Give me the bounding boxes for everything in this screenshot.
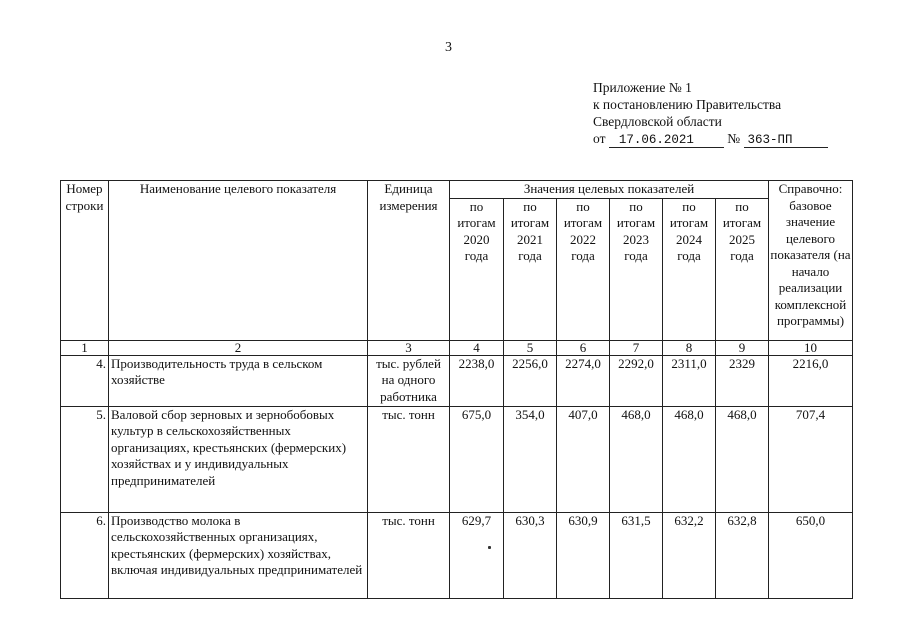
value-2020: 629,7 <box>450 512 504 598</box>
scan-speck <box>488 546 491 549</box>
reference-value: 2216,0 <box>769 355 853 406</box>
indicator-name: Валовой сбор зерновых и зернобобовых культур в сельскохозяйственных организациях, крестьянских (фермерских) хозяйствах и у индивидуальных предпринимателей <box>109 406 368 512</box>
row-number: 6. <box>61 512 109 598</box>
value-2025: 632,8 <box>716 512 769 598</box>
value-2025: 2329 <box>716 355 769 406</box>
column-number: 5 <box>504 340 557 355</box>
value-2023: 2292,0 <box>610 355 663 406</box>
indicator-name: Производство молока в сельскохозяйственных организациях, крестьянских (фермерских) хозяйствах, включая индивидуальных предпринимателей <box>109 512 368 598</box>
column-number: 4 <box>450 340 504 355</box>
appendix-resolution-line: к постановлению Правительства <box>593 97 782 112</box>
value-2020: 2238,0 <box>450 355 504 406</box>
header-row-number: Номер строки <box>61 181 109 341</box>
header-year-2024: по итогам 2024 года <box>663 198 716 340</box>
value-2024: 632,2 <box>663 512 716 598</box>
unit: тыс. тонн <box>368 512 450 598</box>
column-number: 6 <box>557 340 610 355</box>
header-unit: Единица измерения <box>368 181 450 341</box>
unit: тыс. рублей на одного работника <box>368 355 450 406</box>
value-2021: 354,0 <box>504 406 557 512</box>
value-2021: 630,3 <box>504 512 557 598</box>
table-row <box>61 355 853 406</box>
table-row <box>61 406 853 512</box>
resolution-number: 363-ПП <box>744 133 828 148</box>
resolution-date: 17.06.2021 <box>609 133 724 148</box>
number-label: № <box>727 131 741 146</box>
appendix-title: Приложение № 1 <box>593 80 692 95</box>
from-label: от <box>593 131 606 146</box>
column-number: 7 <box>610 340 663 355</box>
header-year-2020: по итогам 2020 года <box>450 198 504 340</box>
header-year-2022: по итогам 2022 года <box>557 198 610 340</box>
column-number: 10 <box>769 340 853 355</box>
value-2022: 630,9 <box>557 512 610 598</box>
reference-value: 650,0 <box>769 512 853 598</box>
row-number: 5. <box>61 406 109 512</box>
target-indicators-table <box>60 180 853 599</box>
column-number-row <box>61 340 853 355</box>
header-indicator-name: Наименование целевого показателя <box>109 181 368 341</box>
value-2021: 2256,0 <box>504 355 557 406</box>
header-year-2025: по итогам 2025 года <box>716 198 769 340</box>
value-2023: 468,0 <box>610 406 663 512</box>
column-number: 3 <box>368 340 450 355</box>
value-2022: 2274,0 <box>557 355 610 406</box>
value-2020: 675,0 <box>450 406 504 512</box>
column-number: 9 <box>716 340 769 355</box>
value-2024: 2311,0 <box>663 355 716 406</box>
column-number: 1 <box>61 340 109 355</box>
appendix-region-line: Свердловской области <box>593 114 722 129</box>
column-number: 8 <box>663 340 716 355</box>
header-values-group: Значения целевых показателей <box>450 181 769 199</box>
table-row <box>61 512 853 598</box>
header-reference: Справочно: базовое значение целевого показателя (на начало реализации комплексной программы) <box>769 181 853 341</box>
row-number: 4. <box>61 355 109 406</box>
unit: тыс. тонн <box>368 406 450 512</box>
value-2025: 468,0 <box>716 406 769 512</box>
value-2022: 407,0 <box>557 406 610 512</box>
column-number: 2 <box>109 340 368 355</box>
appendix-header <box>593 79 828 148</box>
header-year-2023: по итогам 2023 года <box>610 198 663 340</box>
indicator-name: Производительность труда в сельском хозяйстве <box>109 355 368 406</box>
value-2023: 631,5 <box>610 512 663 598</box>
appendix-date-number-line <box>593 130 828 148</box>
header-year-2021: по итогам 2021 года <box>504 198 557 340</box>
value-2024: 468,0 <box>663 406 716 512</box>
reference-value: 707,4 <box>769 406 853 512</box>
page-number: 3 <box>445 40 452 55</box>
